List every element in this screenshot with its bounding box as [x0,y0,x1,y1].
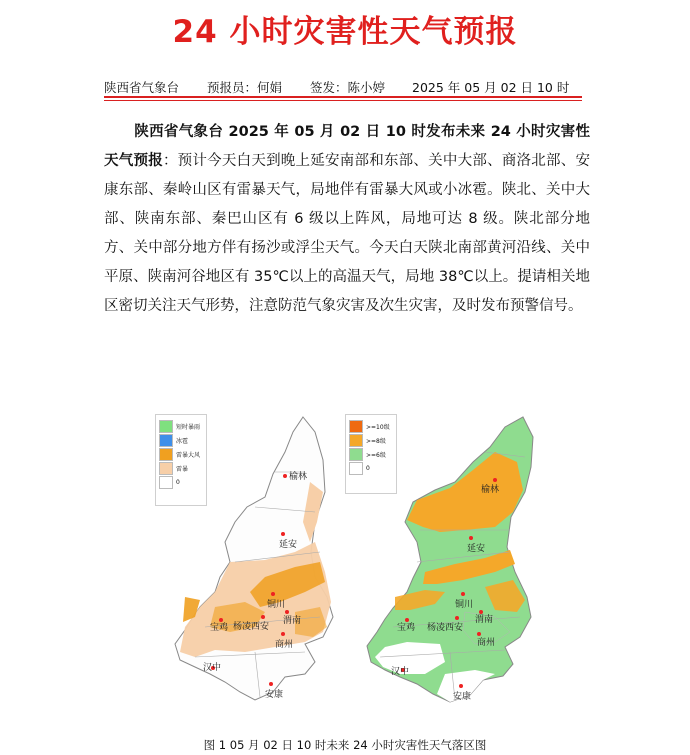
legend-swatch [159,434,173,447]
city-yangling-left: 杨凌 [233,622,252,632]
legend-swatch [159,420,173,433]
city-yulin-left: 榆林 [289,472,308,482]
city-xian-left: 西安 [251,622,270,632]
city-tongchuan-left: 铜川 [267,600,286,610]
legend-swatch [159,476,173,489]
city-hanzhong-right: 汉中 [391,667,410,677]
legend-swatch [349,420,363,433]
city-tongchuan-right: 铜川 [455,600,474,610]
legend-label: 0 [176,478,180,486]
legend-label: 雷暴 [176,465,189,473]
legend-label: 0 [366,464,370,472]
forecast-text: ：预计今天白天到晚上延安南部和东部、关中大部、商洛北部、安康东部、秦岭山区有雷暴天气，局地伴有雷暴大风或小冰雹。陕北、关中大部、陕南东部、秦巴山区有 6 级以上阵风，局地可达 8 级。陕北部分地方、关中部分地方伴有扬沙或浮尘天气。今天白天陕北南部黄河沿线、关中平原、陕南河谷地区有 35℃以上的高温天气，局地 38℃以上。提请相关地区密切关注天气形势，注意防范气象灾害及次生灾害，及时发布预警信号。 [104,153,590,314]
legend-item [346,419,396,433]
legend-item [346,461,396,475]
legend-swatch [349,448,363,461]
legend-item [156,419,206,433]
legend-label: >=8级 [366,437,386,445]
city-xian-right: 西安 [445,623,464,633]
city-weinan-left: 渭南 [283,616,302,626]
legend-label: >=10级 [366,423,390,431]
city-hanzhong-left: 汉中 [203,663,222,673]
figure-caption: 图 1 05 月 02 日 10 时未来 24 小时灾害性天气落区图 [203,738,487,752]
city-shangzhou-right: 商州 [477,638,496,648]
city-yanan-left: 延安 [279,540,298,550]
legend-item [156,433,206,447]
forecast-lead: 陕西省气象台 2025 年 05 月 02 日 10 时发布未来 24 小时灾害性天气预报 [104,124,590,169]
legend-swatch [349,434,363,447]
legend-swatch [349,462,363,475]
legend-thunderstorm [155,414,207,506]
legend-swatch [159,462,173,475]
city-yangling-right: 杨凌 [427,623,446,633]
legend-label: 雷暴大风 [176,451,201,459]
legend-label: >=6级 [366,451,386,459]
page-title: 24 小时灾害性天气预报 [172,14,518,50]
legend-item [156,447,206,461]
header-info [104,78,582,96]
city-weinan-right: 渭南 [475,615,494,625]
header-rule [104,96,582,98]
forecaster-name: 预报员：何娟 [207,80,283,95]
legend-item [346,433,396,447]
forecast-paragraph [104,118,590,321]
city-yulin-right: 榆林 [481,485,500,495]
issue-datetime: 2025 年 05 月 02 日 10 时 [412,80,570,95]
header-rule-thin [104,100,582,101]
legend-gale [345,414,397,494]
legend-label: 短时暴雨 [176,423,201,431]
legend-swatch [159,448,173,461]
signer-name: 签发：陈小婷 [310,80,386,95]
legend-item [156,475,206,489]
city-shangzhou-left: 商州 [275,640,294,650]
city-yanan-right: 延安 [467,544,486,554]
city-ankang-left: 安康 [265,690,284,700]
city-baoji-left: 宝鸡 [210,623,229,633]
legend-item [156,461,206,475]
city-ankang-right: 安康 [453,692,472,702]
legend-item [346,447,396,461]
city-baoji-right: 宝鸡 [397,623,416,633]
agency-name: 陕西省气象台 [104,80,180,95]
legend-label: 冰雹 [176,437,189,445]
